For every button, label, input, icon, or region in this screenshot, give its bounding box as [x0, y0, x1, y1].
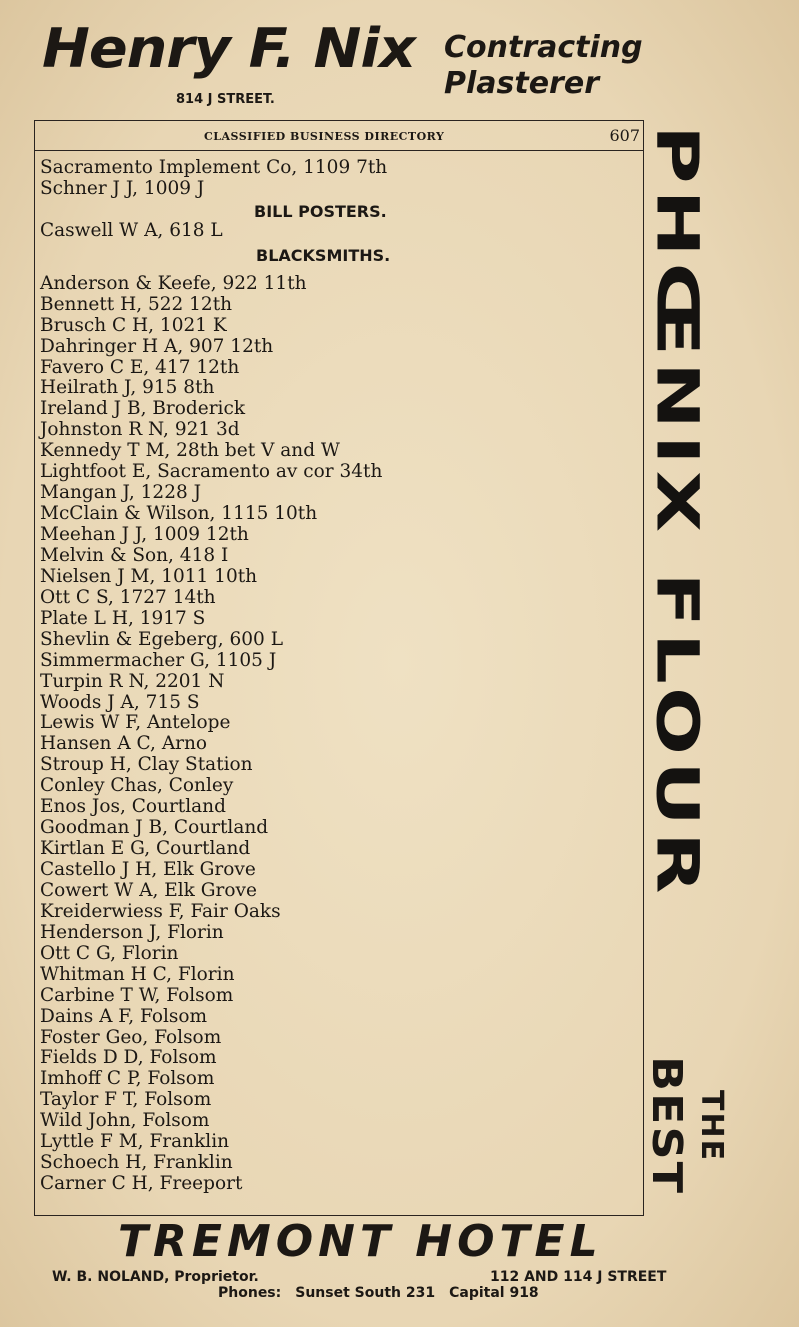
directory-entry: Conley Chas, Conley: [40, 775, 234, 797]
directory-entry: Fields D D, Folsom: [40, 1047, 217, 1069]
directory-entry: Stroup H, Clay Station: [40, 754, 253, 776]
directory-entry: McClain & Wilson, 1115 10th: [40, 503, 318, 525]
directory-entry: Schoech H, Franklin: [40, 1152, 233, 1174]
directory-entry: Ott C S, 1727 14th: [40, 586, 216, 608]
directory-entry: Caswell W A, 618 L: [40, 219, 223, 241]
directory-entry: Henderson J, Florin: [40, 921, 224, 943]
directory-entry: Nielsen J M, 1011 10th: [40, 565, 258, 587]
category-heading-bill-posters: BILL POSTERS.: [254, 201, 387, 221]
directory-entry: Imhoff C P, Folsom: [40, 1068, 215, 1090]
directory-entry: Brusch C H, 1021 K: [40, 314, 227, 336]
directory-entry: Kirtlan E G, Courtland: [40, 838, 251, 860]
directory-entry: Favero C E, 417 12th: [40, 356, 240, 378]
directory-entry: Kreiderwiess F, Fair Oaks: [40, 900, 281, 922]
directory-entry: Plate L H, 1917 S: [40, 607, 206, 629]
blacksmiths-entries: [40, 274, 636, 1195]
bill-posters-entries: [40, 221, 636, 242]
directory-entry: Carbine T W, Folsom: [40, 984, 234, 1006]
phones-label: Phones:: [218, 1285, 282, 1301]
directory-entry: Lewis W F, Antelope: [40, 712, 231, 734]
header-ad-trade-line1: Contracting: [444, 30, 643, 65]
header-ad-name: Henry F. Nix: [42, 17, 415, 80]
directory-entry: Melvin & Son, 418 I: [40, 544, 229, 566]
footer-ad-proprietor: W. B. NOLAND, Proprietor.: [52, 1269, 259, 1285]
directory-title: CLASSIFIED BUSINESS DIRECTORY: [204, 130, 445, 143]
directory-entry: Dains A F, Folsom: [40, 1005, 208, 1027]
footer-ad-address: 112 AND 114 J STREET: [490, 1269, 667, 1285]
directory-entry: Sacramento Implement Co, 1109 7th: [40, 157, 388, 178]
header-ad-trade-line2: Plasterer: [444, 66, 599, 101]
phone-capital: Capital 918: [449, 1285, 539, 1301]
directory-entry: Kennedy T M, 28th bet V and W: [40, 440, 340, 462]
page-number: 607: [609, 126, 640, 145]
footer-ad-phones: [218, 1285, 553, 1301]
directory-entry: Dahringer H A, 907 12th: [40, 335, 274, 357]
directory-entry: Meehan J J, 1009 12th: [40, 524, 249, 545]
directory-entry: Goodman J B, Courtland: [40, 817, 269, 839]
footer-ad-hotel: TREMONT HOTEL: [118, 1216, 603, 1267]
directory-entry: Whitman H C, Florin: [40, 963, 235, 985]
directory-entry: Heilrath J, 915 8th: [40, 377, 215, 399]
directory-entry: Mangan J, 1228 J: [40, 482, 202, 504]
directory-entry: Carner C H, Freeport: [40, 1173, 243, 1195]
top-entries: [40, 158, 636, 200]
directory-entry: Simmermacher G, 1105 J: [40, 649, 277, 671]
directory-entry: Schner J J, 1009 J: [40, 177, 205, 199]
directory-entry: Cowert W A, Elk Grove: [40, 879, 257, 901]
directory-entry: Foster Geo, Folsom: [40, 1026, 222, 1048]
category-heading-blacksmiths: BLACKSMITHS.: [256, 245, 391, 265]
directory-entry: Johnston R N, 921 3d: [40, 419, 240, 441]
directory-entry: Wild John, Folsom: [40, 1110, 210, 1132]
header-ad-trade: [444, 30, 643, 102]
directory-entry: Ireland J B, Broderick: [40, 398, 246, 420]
directory-entry: Castello J H, Elk Grove: [40, 859, 256, 880]
directory-entry: Enos Jos, Courtland: [40, 796, 226, 818]
directory-entry: Turpin R N, 2201 N: [40, 670, 225, 692]
directory-entry: Bennett H, 522 12th: [40, 293, 233, 315]
side-ad-best: BEST: [643, 1056, 692, 1195]
phone-sunset: Sunset South 231: [295, 1285, 436, 1301]
header-ad-address: 814 J STREET.: [176, 92, 275, 107]
directory-listing: [40, 158, 636, 1195]
directory-entry: Ott C G, Florin: [40, 942, 179, 964]
directory-header: [34, 126, 644, 151]
directory-entry: Anderson & Keefe, 922 11th: [40, 272, 307, 294]
directory-entry: Lyttle F M, Franklin: [40, 1131, 230, 1153]
directory-entry: Woods J A, 715 S: [40, 691, 200, 713]
directory-entry: Shevlin & Egeberg, 600 L: [40, 628, 283, 650]
side-ad-brand: PHŒNIX FLOUR: [643, 125, 711, 900]
directory-entry: Lightfoot E, Sacramento av cor 34th: [40, 461, 383, 483]
directory-entry: Taylor F T, Folsom: [40, 1089, 212, 1111]
directory-entry: Hansen A C, Arno: [40, 733, 208, 755]
side-ad-the: THE: [694, 1090, 729, 1163]
